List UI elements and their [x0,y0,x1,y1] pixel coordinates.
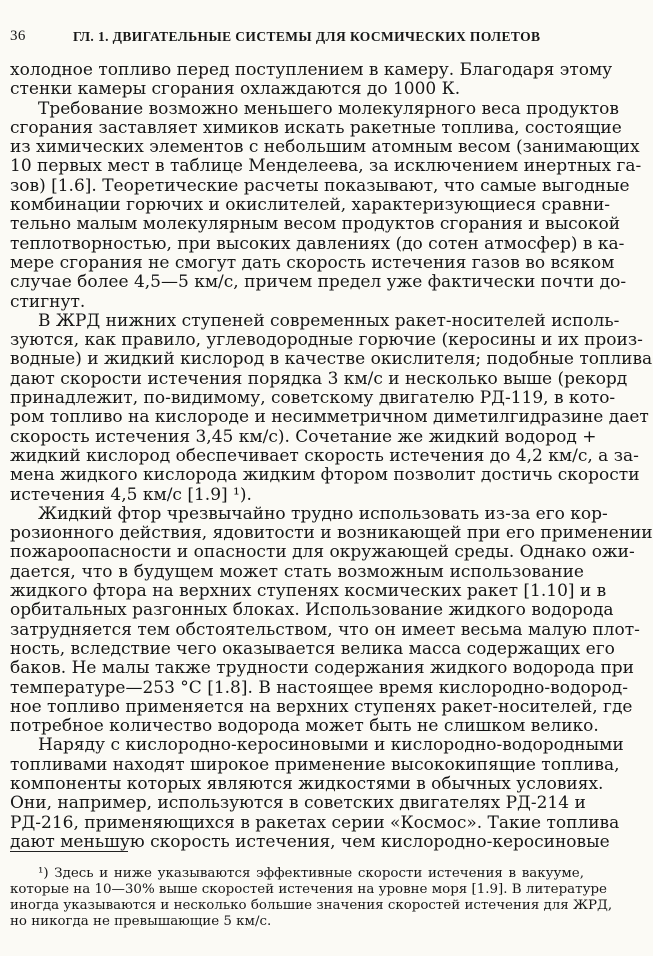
footnote-rule [10,851,128,852]
text-line: дают скорости истечения порядка 3 км/с и несколько выше (рекорд [10,368,628,389]
text-line: РД-216, применяющихся в ракетах серии «Космос». Такие топлива [10,812,620,833]
text-line: мена жидкого кислорода жидким фтором позволит достичь скорости [10,465,640,486]
text-line: сгорания заставляет химиков искать ракетные топлива, состоящие [10,117,622,138]
text-line: тельно малым молекулярным весом продуктов сгорания и высокой [10,214,621,235]
footnote-line: ¹) Здесь и ниже указываются эффективные скорости истечения в вакууме, [38,866,584,881]
text-line: потребное количество водорода может быть не слишком велико. [10,716,599,737]
footnote-line: но никогда не превышающие 5 км/с. [10,914,272,929]
text-line: баков. Не малы также трудности содержания жидкого водорода при [10,658,634,679]
text-line: затрудняется тем обстоятельством, что он имеет весьма малую плот- [10,619,640,640]
text-line: теплотворностью, при высоких давлениях (до сотен атмосфер) в ка- [10,233,625,254]
text-line: Наряду с кислородно-керосиновыми и кислородно-водородными [38,735,624,756]
text-line: жидкого фтора на верхних ступенях космических ракет [1.10] и в [10,581,607,602]
text-line: ность, вследствие чего оказывается велика масса содержащих его [10,638,615,659]
text-line: Они, например, используются в советских двигателях РД-214 и [10,793,586,814]
text-line: случае более 4,5—5 км/с, причем предел уже фактически почти до- [10,272,627,293]
text-line: температуре—253 °С [1.8]. В настоящее время кислородно-водород- [10,677,629,698]
text-line: 10 первых мест в таблице Менделеева, за исключением инертных га- [10,156,642,177]
page-header [10,22,584,44]
text-line: истечения 4,5 км/с [1.9] ¹). [10,484,252,505]
text-line: водные) и жидкий кислород в качестве окислителя; подобные топлива [10,349,653,370]
text-line: стенки камеры сгорания охлаждаются до 1000 К. [10,79,461,100]
text-line: компоненты которых являются жидкостями в обычных условиях. [10,773,604,794]
text-line: пожароопасности и опасности для окружающей среды. Однако ожи- [10,542,635,563]
text-line: зов) [1.6]. Теоретические расчеты показывают, что самые выгодные [10,175,630,196]
text-line: розионного действия, ядовитости и возникающей при его применении [10,523,653,544]
text-line: из химических элементов с небольшим атомным весом (занимающих [10,137,640,158]
page-number: 36 [10,28,26,44]
text-line: мере сгорания не смогут дать скорость истечения газов во всяком [10,252,615,273]
running-head: ГЛ. 1. ДВИГАТЕЛЬНЫЕ СИСТЕМЫ ДЛЯ КОСМИЧЕСКИХ ПОЛЕТОВ [73,29,541,44]
text-line: топливами находят широкое применение высококипящие топлива, [10,754,620,775]
footnote-line: иногда указываются и несколько большие значения скоростей истечения для ЖРД, [10,898,613,913]
text-line: стигнут. [10,291,86,312]
text-line: принадлежит, по-видимому, советскому двигателю РД-119, в кото- [10,388,616,409]
text-line: комбинации горючих и окислителей, характеризующиеся сравни- [10,195,611,216]
text-line: орбитальных разгонных блоках. Использование жидкого водорода [10,600,614,621]
text-line: Жидкий фтор чрезвычайно трудно использовать из-за его кор- [38,503,608,524]
text-line: В ЖРД нижних ступеней современных ракет-носителей исполь- [38,310,620,331]
text-line: скорость истечения 3,45 км/с). Сочетание же жидкий водород + [10,426,597,447]
text-line: ное топливо применяется на верхних ступенях ракет-носителей, где [10,696,633,717]
footnote [10,866,613,930]
text-line: дается, что в будущем может стать возможным использование [10,561,584,582]
footnote-line: которые на 10—30% выше скоростей истечения на уровне моря [1.9]. В литературе [10,882,607,897]
text-line: дают меньшую скорость истечения, чем кислородно-керосиновые [10,831,610,852]
text-line: холодное топливо перед поступлением в камеру. Благодаря этому [10,60,613,80]
text-line: зуются, как правило, углеводородные горючие (керосины и их произ- [10,330,643,351]
text-line: Требование возможно меньшего молекулярного веса продуктов [38,98,619,119]
text-line: ром топливо на кислороде и несимметричном диметилгидразине дает [10,407,649,428]
body-text [10,60,653,852]
text-line: жидкий кислород обеспечивает скорость истечения до 4,2 км/с, а за- [10,445,639,466]
